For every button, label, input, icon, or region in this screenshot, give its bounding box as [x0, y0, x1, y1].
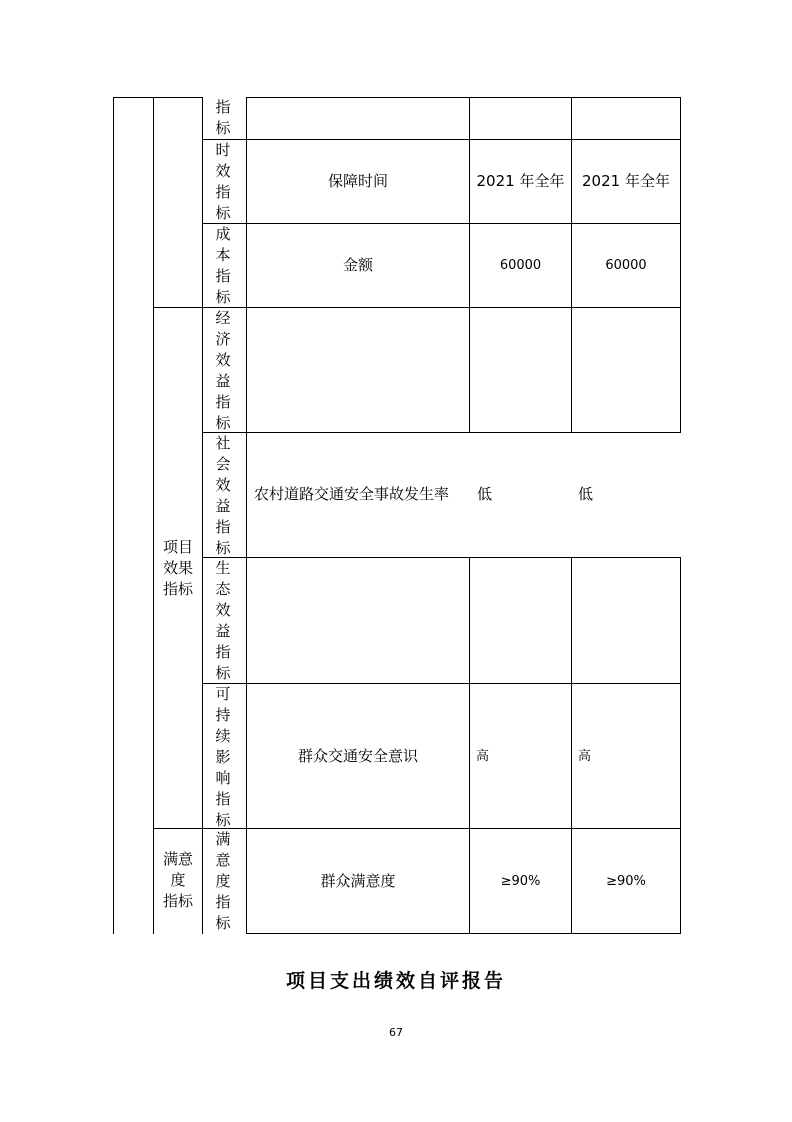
- indicator-char: 可: [215, 685, 231, 703]
- indicator-char: 生: [215, 559, 231, 577]
- indicator-char: 续: [215, 727, 231, 745]
- indicator-char: 指: [215, 893, 231, 911]
- indicator-cell: [203, 558, 243, 684]
- content-cell: 群众交通安全意识: [297, 747, 418, 765]
- indicator-char: 益: [215, 497, 231, 515]
- indicator-char: 意: [215, 851, 231, 869]
- actual-cell: 低: [578, 485, 594, 503]
- actual-cell: 高: [578, 749, 592, 764]
- indicator-char: 指: [215, 518, 231, 536]
- row-line-2: [202, 223, 681, 224]
- table-border-left: [113, 97, 114, 934]
- indicator-char: 指: [215, 790, 231, 808]
- target-cell: 低: [477, 485, 493, 503]
- target-cell: 高: [476, 749, 490, 764]
- indicator-cell: [203, 829, 243, 934]
- indicator-char: 影: [215, 748, 231, 766]
- group-label-line: 效果: [162, 559, 193, 577]
- table-border-bottom: [246, 933, 681, 934]
- group-label-line: 满意: [162, 850, 193, 868]
- indicator-cell: [203, 224, 243, 308]
- table-border-right: [680, 97, 681, 432]
- row-line-4: [202, 432, 681, 433]
- indicator-char: 标: [215, 664, 231, 682]
- content-cell: 群众满意度: [320, 872, 396, 890]
- group-label-satisfaction: [155, 849, 201, 912]
- indicator-cell: [203, 97, 243, 139]
- table-border-top: [113, 97, 153, 98]
- indicator-char: 效: [215, 351, 231, 369]
- actual-cell: 2021 年全年: [582, 172, 670, 190]
- group-label-line: 指标: [162, 892, 193, 910]
- indicator-char: 标: [215, 539, 231, 557]
- indicator-char: 指: [215, 393, 231, 411]
- indicator-char: 持: [215, 706, 231, 724]
- row-line-6: [202, 683, 681, 684]
- target-cell: ≥90%: [500, 874, 541, 889]
- indicator-char: 标: [215, 811, 231, 829]
- indicator-cell: [203, 684, 243, 831]
- indicator-char: 满: [215, 830, 231, 848]
- indicator-char: 本: [215, 246, 231, 264]
- indicator-char: 指: [215, 98, 231, 116]
- indicator-char: 指: [215, 643, 231, 661]
- indicator-char: 标: [215, 914, 231, 932]
- target-cell: 60000: [499, 258, 542, 273]
- actual-cell: ≥90%: [606, 874, 646, 889]
- table-border-right-b: [680, 557, 681, 934]
- indicator-cell: [203, 308, 243, 434]
- indicator-char: 标: [215, 119, 231, 137]
- actual-cell: 60000: [605, 258, 647, 273]
- row-line-5: [202, 557, 681, 558]
- group-label-effect: [155, 537, 201, 600]
- content-cell: 保障时间: [327, 172, 388, 190]
- indicator-char: 社: [215, 434, 231, 452]
- indicator-char: 益: [215, 622, 231, 640]
- indicator-char: 指: [215, 267, 231, 285]
- indicator-char: 会: [215, 455, 231, 473]
- indicator-cell: [203, 140, 243, 224]
- indicator-char: 时: [215, 141, 231, 159]
- indicator-char: 标: [215, 414, 231, 432]
- group-label-line: 度: [170, 871, 186, 889]
- indicator-char: 响: [215, 769, 231, 787]
- group-label-line: 指标: [162, 580, 193, 598]
- indicator-cell: [203, 433, 243, 559]
- indicator-char: 效: [215, 476, 231, 494]
- indicator-char: 度: [215, 872, 231, 890]
- indicator-char: 标: [215, 288, 231, 306]
- document-title: 项目支出绩效自评报告: [285, 970, 506, 992]
- indicator-char: 益: [215, 372, 231, 390]
- target-cell: 2021 年全年: [476, 172, 565, 190]
- indicator-char: 态: [215, 580, 231, 598]
- row-line-1: [202, 139, 681, 140]
- indicator-char: 效: [215, 601, 231, 619]
- indicator-char: 标: [215, 204, 231, 222]
- table-col-line-1: [153, 97, 154, 934]
- indicator-char: 效: [215, 162, 231, 180]
- table-border-top-2: [153, 97, 202, 98]
- page-number: 67: [389, 1026, 403, 1039]
- indicator-char: 成: [215, 225, 231, 243]
- content-cell: 农村道路交通安全事故发生率: [254, 485, 450, 503]
- indicator-char: 经: [215, 309, 231, 327]
- table-border-top-3: [246, 97, 681, 98]
- indicator-char: 济: [215, 330, 231, 348]
- indicator-char: 指: [215, 183, 231, 201]
- content-cell: 金额: [342, 256, 373, 274]
- group-label-line: 项目: [162, 538, 193, 556]
